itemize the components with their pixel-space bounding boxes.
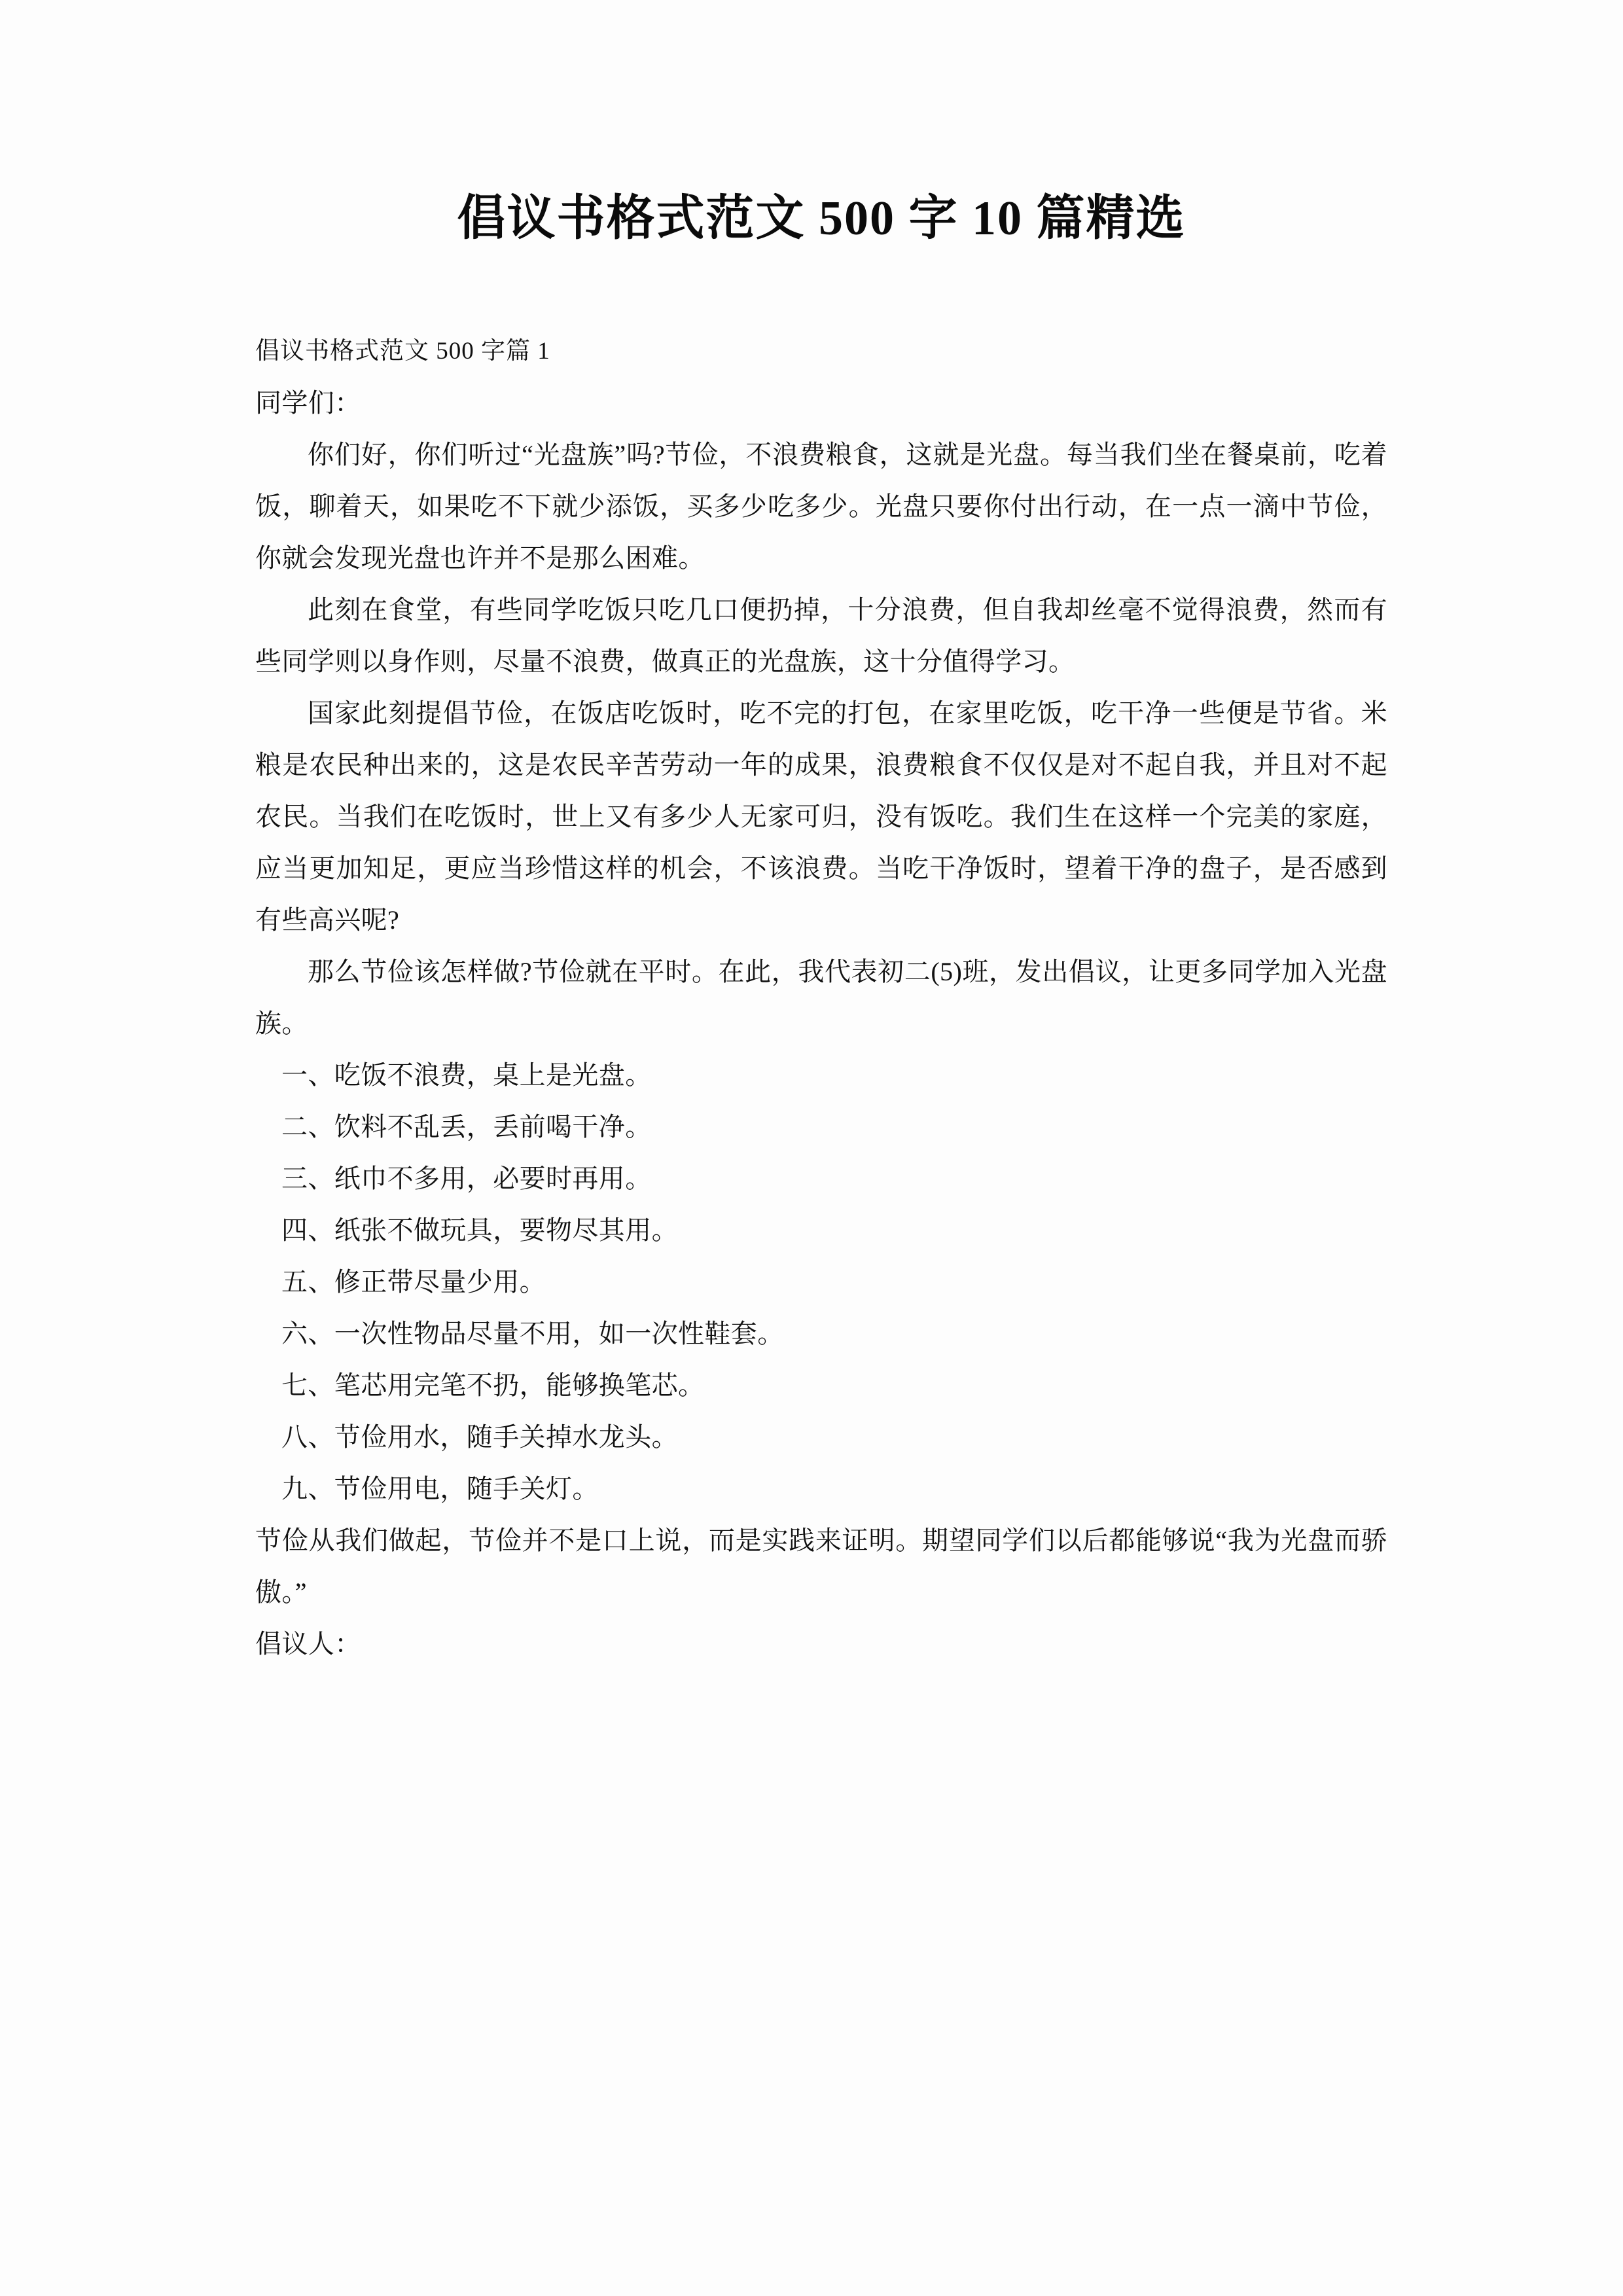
list-item: 五、修正带尽量少用。	[281, 1266, 546, 1297]
document-content	[255, 0, 1387, 1670]
document-body	[255, 325, 1387, 1670]
body-paragraph: 那么节俭该怎样做?节俭就在平时。在此，我代表初二(5)班，发出倡议，让更多同学加入光盘族。	[255, 956, 1387, 1038]
list-item: 六、一次性物品尽量不用，如一次性鞋套。	[281, 1318, 784, 1348]
body-paragraph: 此刻在食堂，有些同学吃饭只吃几口便扔掉，十分浪费，但自我却丝毫不觉得浪费，然而有些同学则以身作则，尽量不浪费，做真正的光盘族，这十分值得学习。	[255, 594, 1387, 676]
closing-paragraph: 节俭从我们做起，节俭并不是口上说，而是实践来证明。期望同学们以后都能够说“我为光盘而骄傲。”	[255, 1525, 1387, 1607]
signature-line: 倡议人：	[255, 1628, 361, 1659]
list-item: 七、笔芯用完笔不扔，能够换笔芯。	[281, 1370, 705, 1400]
body-paragraph: 你们好，你们听过“光盘族”吗?节俭，不浪费粮食，这就是光盘。每当我们坐在餐桌前，吃着饭，聊着天，如果吃不下就少添饭，买多少吃多少。光盘只要你付出行动，在一点一滴中节俭，你就会发现光盘也许并不是那么困难。	[255, 439, 1387, 573]
list-item: 一、吃饭不浪费，桌上是光盘。	[281, 1060, 652, 1090]
body-paragraph: 国家此刻提倡节俭，在饭店吃饭时，吃不完的打包，在家里吃饭，吃干净一些便是节省。米粮是农民种出来的，这是农民辛苦劳动一年的成果，浪费粮食不仅仅是对不起自我，并且对不起农民。当我们在吃饭时，世上又有多少人无家可归，没有饭吃。我们生在这样一个完美的家庭，应当更加知足，更应当珍惜这样的机会，不该浪费。当吃干净饭时，望着干净的盘子，是否感到有些高兴呢?	[255, 698, 1387, 935]
page-title: 倡议书格式范文 500 字 10 篇精选	[457, 192, 1186, 245]
salutation-line: 同学们：	[255, 387, 361, 418]
section-subtitle: 倡议书格式范文 500 字篇 1	[255, 337, 550, 365]
list-item: 四、纸张不做玩具，要物尽其用。	[281, 1215, 678, 1245]
list-item: 九、节俭用电，随手关灯。	[281, 1473, 599, 1503]
list-item: 二、饮料不乱丢，丢前喝干净。	[281, 1111, 652, 1141]
list-item: 三、纸巾不多用，必要时再用。	[281, 1163, 652, 1193]
list-item: 八、节俭用水，随手关掉水龙头。	[281, 1422, 678, 1452]
